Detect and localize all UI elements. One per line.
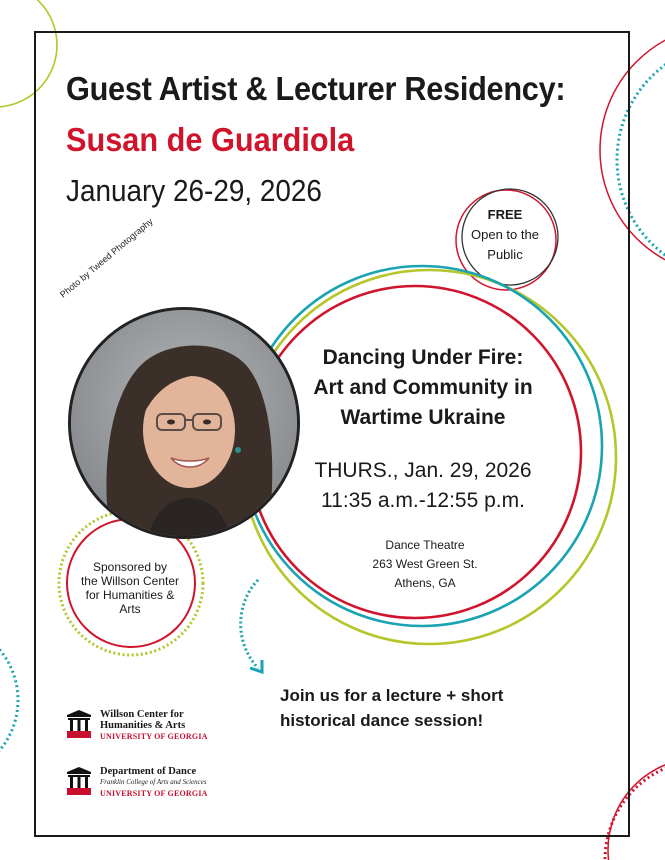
uga-arch-icon bbox=[66, 709, 92, 739]
lecture-title-line1: Dancing Under Fire: bbox=[322, 346, 524, 369]
willson-logo-line1: Willson Center for bbox=[100, 709, 184, 720]
sponsor-line4: Arts bbox=[119, 602, 141, 616]
venue-block bbox=[320, 536, 530, 593]
deco-arc-red-right bbox=[600, 25, 665, 275]
free-badge bbox=[455, 205, 555, 265]
artist-name: Susan de Guardiola bbox=[66, 121, 355, 158]
lecture-date: THURS., Jan. 29, 2026 bbox=[314, 459, 532, 482]
deco-arrow-head bbox=[250, 660, 262, 672]
lecture-title bbox=[300, 343, 546, 433]
deco-arc-teal-dotted-left bbox=[0, 622, 18, 778]
portrait-photo bbox=[68, 307, 300, 539]
venue-name: Dance Theatre bbox=[385, 538, 465, 552]
willson-logo-line3: UNIVERSITY OF GEORGIA bbox=[100, 732, 208, 741]
deco-arc-teal-dotted-right bbox=[617, 42, 665, 278]
deco-arc-yellow-topleft bbox=[0, 0, 57, 107]
deco-arc-red-dotted-bottomright bbox=[605, 760, 665, 860]
sponsor-note bbox=[70, 560, 190, 616]
lecture-title-line3: Wartime Ukraine bbox=[340, 406, 506, 429]
free-label: FREE bbox=[487, 207, 523, 222]
dance-logo-line2: Franklin College of Arts and Sciences bbox=[100, 778, 207, 786]
venue-street: 263 West Green St. bbox=[372, 557, 478, 571]
venue-city: Athens, GA bbox=[394, 576, 456, 590]
dance-logo-line1: Department of Dance bbox=[100, 766, 197, 777]
deco-arc-red-bottomright bbox=[608, 758, 665, 860]
invitation-text bbox=[280, 683, 610, 733]
dance-department-logo bbox=[66, 766, 208, 799]
invitation-line2: historical dance session! bbox=[280, 711, 484, 730]
lecture-time: 11:35 a.m.-12:55 p.m. bbox=[321, 489, 525, 512]
dance-logo-line3: UNIVERSITY OF GEORGIA bbox=[100, 789, 208, 798]
free-line3: Public bbox=[487, 247, 523, 262]
deco-dotted-arrow bbox=[241, 580, 258, 668]
willson-center-logo bbox=[66, 709, 208, 742]
lecture-title-line2: Art and Community in bbox=[313, 376, 533, 399]
portrait-illustration bbox=[71, 310, 300, 539]
willson-logo-line2: Humanities & Arts bbox=[100, 720, 186, 731]
sponsor-line3: for Humanities & bbox=[85, 588, 175, 602]
invitation-line1: Join us for a lecture + short bbox=[280, 686, 504, 705]
sponsor-line1: Sponsored by bbox=[92, 560, 168, 574]
residency-dates: January 26-29, 2026 bbox=[66, 173, 322, 208]
sponsor-line2: the Willson Center bbox=[80, 574, 180, 588]
lecture-datetime bbox=[300, 456, 546, 516]
photo-credit: Photo by Tweed Photography bbox=[58, 216, 155, 300]
free-line2: Open to the bbox=[471, 227, 539, 242]
poster-title: Guest Artist & Lecturer Residency: bbox=[66, 70, 566, 107]
uga-arch-icon bbox=[66, 766, 92, 796]
